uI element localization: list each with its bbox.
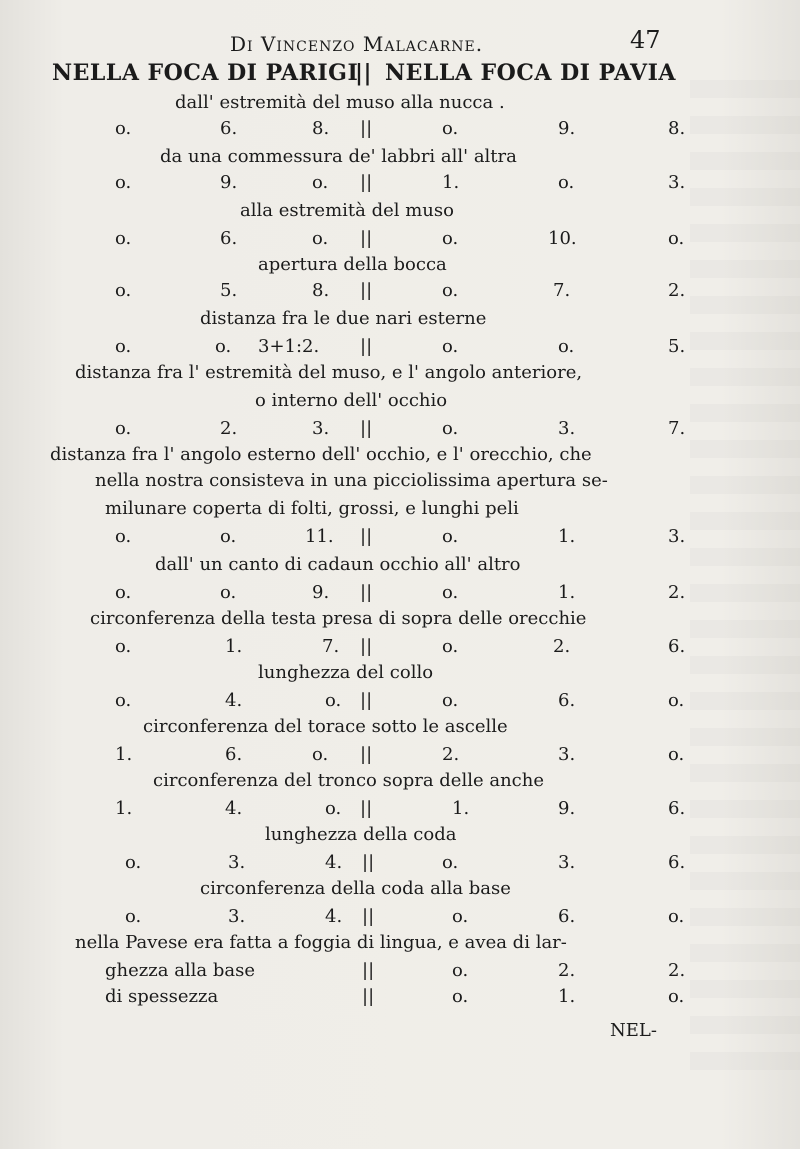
row-label: distanza fra le due nari esterne xyxy=(200,308,487,329)
value: 3. xyxy=(228,906,246,927)
value: o. xyxy=(442,118,459,139)
value: 2. xyxy=(553,636,571,657)
value: o. xyxy=(442,852,459,873)
row-label: alla estremità del muso xyxy=(240,200,454,221)
row-label-line: distanza fra l' angolo esterno dell' occhio, e l' orecchio, che xyxy=(50,444,592,465)
value: 1. xyxy=(558,986,576,1007)
value: 3. xyxy=(668,526,686,547)
value: o. xyxy=(452,906,469,927)
value: o. xyxy=(115,336,132,357)
value: 2. xyxy=(442,744,460,765)
value-separator: || xyxy=(360,336,373,357)
value: o. xyxy=(668,906,685,927)
value: 7. xyxy=(553,280,571,301)
value: 9. xyxy=(558,118,576,139)
value: o. xyxy=(668,228,685,249)
value: o. xyxy=(452,986,469,1007)
value: 8. xyxy=(312,118,330,139)
value: o. xyxy=(215,336,232,357)
value: 2. xyxy=(668,960,686,981)
page-header xyxy=(0,26,800,60)
value: 1. xyxy=(442,172,460,193)
value-separator: || xyxy=(360,418,373,439)
value: 6. xyxy=(668,636,686,657)
value: 6. xyxy=(225,744,243,765)
value: o. xyxy=(125,906,142,927)
value: o. xyxy=(668,744,685,765)
value: 6. xyxy=(220,228,238,249)
final-line1-label: ghezza alla base xyxy=(105,960,256,981)
value: 6. xyxy=(668,852,686,873)
row-label: dall' un canto di cadaun occhio all' altro xyxy=(155,554,521,575)
value: o. xyxy=(115,118,132,139)
value: 3. xyxy=(312,418,330,439)
column-separator: || xyxy=(355,60,373,86)
value: 1. xyxy=(115,744,133,765)
value: o. xyxy=(115,526,132,547)
bleed-through-shadow xyxy=(690,80,800,1080)
value: 3. xyxy=(558,852,576,873)
value: o. xyxy=(442,526,459,547)
value: 7. xyxy=(668,418,686,439)
value: o. xyxy=(220,526,237,547)
value-separator: || xyxy=(362,852,375,873)
value-separator: || xyxy=(360,690,373,711)
value: o. xyxy=(115,636,132,657)
value: 10. xyxy=(548,228,577,249)
row-label: lunghezza della coda xyxy=(265,824,457,845)
value: 9. xyxy=(220,172,238,193)
value-separator: || xyxy=(360,526,373,547)
value-separator: || xyxy=(360,118,373,139)
value: o. xyxy=(442,690,459,711)
value: 6. xyxy=(668,798,686,819)
value-separator: || xyxy=(362,986,375,1007)
row-label-line: nella nostra consisteva in una picciolissima apertura se- xyxy=(95,470,608,491)
value: 5. xyxy=(668,336,686,357)
row-label: lunghezza del collo xyxy=(258,662,434,683)
column-head-paris: NELLA FOCA DI PARIGI xyxy=(52,60,359,86)
value: o. xyxy=(558,336,575,357)
final-intro: nella Pavese era fatta a foggia di lingua, e avea di lar- xyxy=(75,932,567,953)
value: o. xyxy=(325,690,342,711)
final-line2-label: di spessezza xyxy=(105,986,219,1007)
value: o. xyxy=(125,852,142,873)
value-separator: || xyxy=(362,906,375,927)
row-label: da una commessura de' labbri all' altra xyxy=(160,146,517,167)
value-separator: || xyxy=(362,960,375,981)
value: 2. xyxy=(220,418,238,439)
value-separator: || xyxy=(360,636,373,657)
value: 3. xyxy=(558,744,576,765)
value-separator: || xyxy=(360,582,373,603)
value: 8. xyxy=(312,280,330,301)
value: o. xyxy=(115,418,132,439)
row-label: circonferenza della coda alla base xyxy=(200,878,511,899)
page-number: 47 xyxy=(630,26,661,54)
value: 4. xyxy=(325,852,343,873)
value: 2. xyxy=(668,280,686,301)
value: o. xyxy=(115,280,132,301)
value: o. xyxy=(115,228,132,249)
value: o. xyxy=(442,336,459,357)
value: 5. xyxy=(220,280,238,301)
value: o. xyxy=(452,960,469,981)
value: o. xyxy=(312,172,329,193)
value-separator: || xyxy=(360,172,373,193)
value: 9. xyxy=(312,582,330,603)
value: 6. xyxy=(558,690,576,711)
value: 1. xyxy=(558,526,576,547)
row-label: circonferenza del torace sotto le ascelle xyxy=(143,716,508,737)
value: o. xyxy=(442,636,459,657)
value: 2. xyxy=(558,960,576,981)
value: o. xyxy=(668,986,685,1007)
value: 3. xyxy=(668,172,686,193)
value: o. xyxy=(668,690,685,711)
value: 6. xyxy=(220,118,238,139)
row-label-line: o interno dell' occhio xyxy=(255,390,448,411)
running-head: Di Vincenzo Malacarne. xyxy=(230,32,484,56)
value-separator: || xyxy=(360,744,373,765)
row-label-line: milunare coperta di folti, grossi, e lunghi peli xyxy=(105,498,519,519)
value: 1. xyxy=(225,636,243,657)
value: 9. xyxy=(558,798,576,819)
value: 4. xyxy=(325,906,343,927)
value: 3. xyxy=(228,852,246,873)
value: 4. xyxy=(225,690,243,711)
value: o. xyxy=(325,798,342,819)
value: o. xyxy=(558,172,575,193)
value: 3+1:2. xyxy=(258,336,320,357)
column-head-pavia: NELLA FOCA DI PAVIA xyxy=(385,60,676,86)
value: o. xyxy=(442,228,459,249)
value: 3. xyxy=(558,418,576,439)
value: 8. xyxy=(668,118,686,139)
value: o. xyxy=(115,690,132,711)
value: 6. xyxy=(558,906,576,927)
value: o. xyxy=(442,582,459,603)
value-separator: || xyxy=(360,798,373,819)
value: o. xyxy=(442,418,459,439)
row-label: apertura della bocca xyxy=(258,254,447,275)
value: o. xyxy=(312,228,329,249)
row-label: circonferenza del tronco sopra delle anche xyxy=(153,770,544,791)
row-label-line: distanza fra l' estremità del muso, e l' angolo anteriore, xyxy=(75,362,583,383)
value: 11. xyxy=(305,526,334,547)
catchword: NEL- xyxy=(610,1020,657,1041)
value-separator: || xyxy=(360,228,373,249)
value: 2. xyxy=(668,582,686,603)
value: 1. xyxy=(452,798,470,819)
value: o. xyxy=(312,744,329,765)
value: 1. xyxy=(558,582,576,603)
value: o. xyxy=(115,172,132,193)
row-label: dall' estremità del muso alla nucca . xyxy=(175,92,505,113)
value: o. xyxy=(442,280,459,301)
value: 1. xyxy=(115,798,133,819)
value: 4. xyxy=(225,798,243,819)
value: 7. xyxy=(322,636,340,657)
row-label: circonferenza della testa presa di sopra delle orecchie xyxy=(90,608,587,629)
value: o. xyxy=(115,582,132,603)
value: o. xyxy=(220,582,237,603)
value-separator: || xyxy=(360,280,373,301)
